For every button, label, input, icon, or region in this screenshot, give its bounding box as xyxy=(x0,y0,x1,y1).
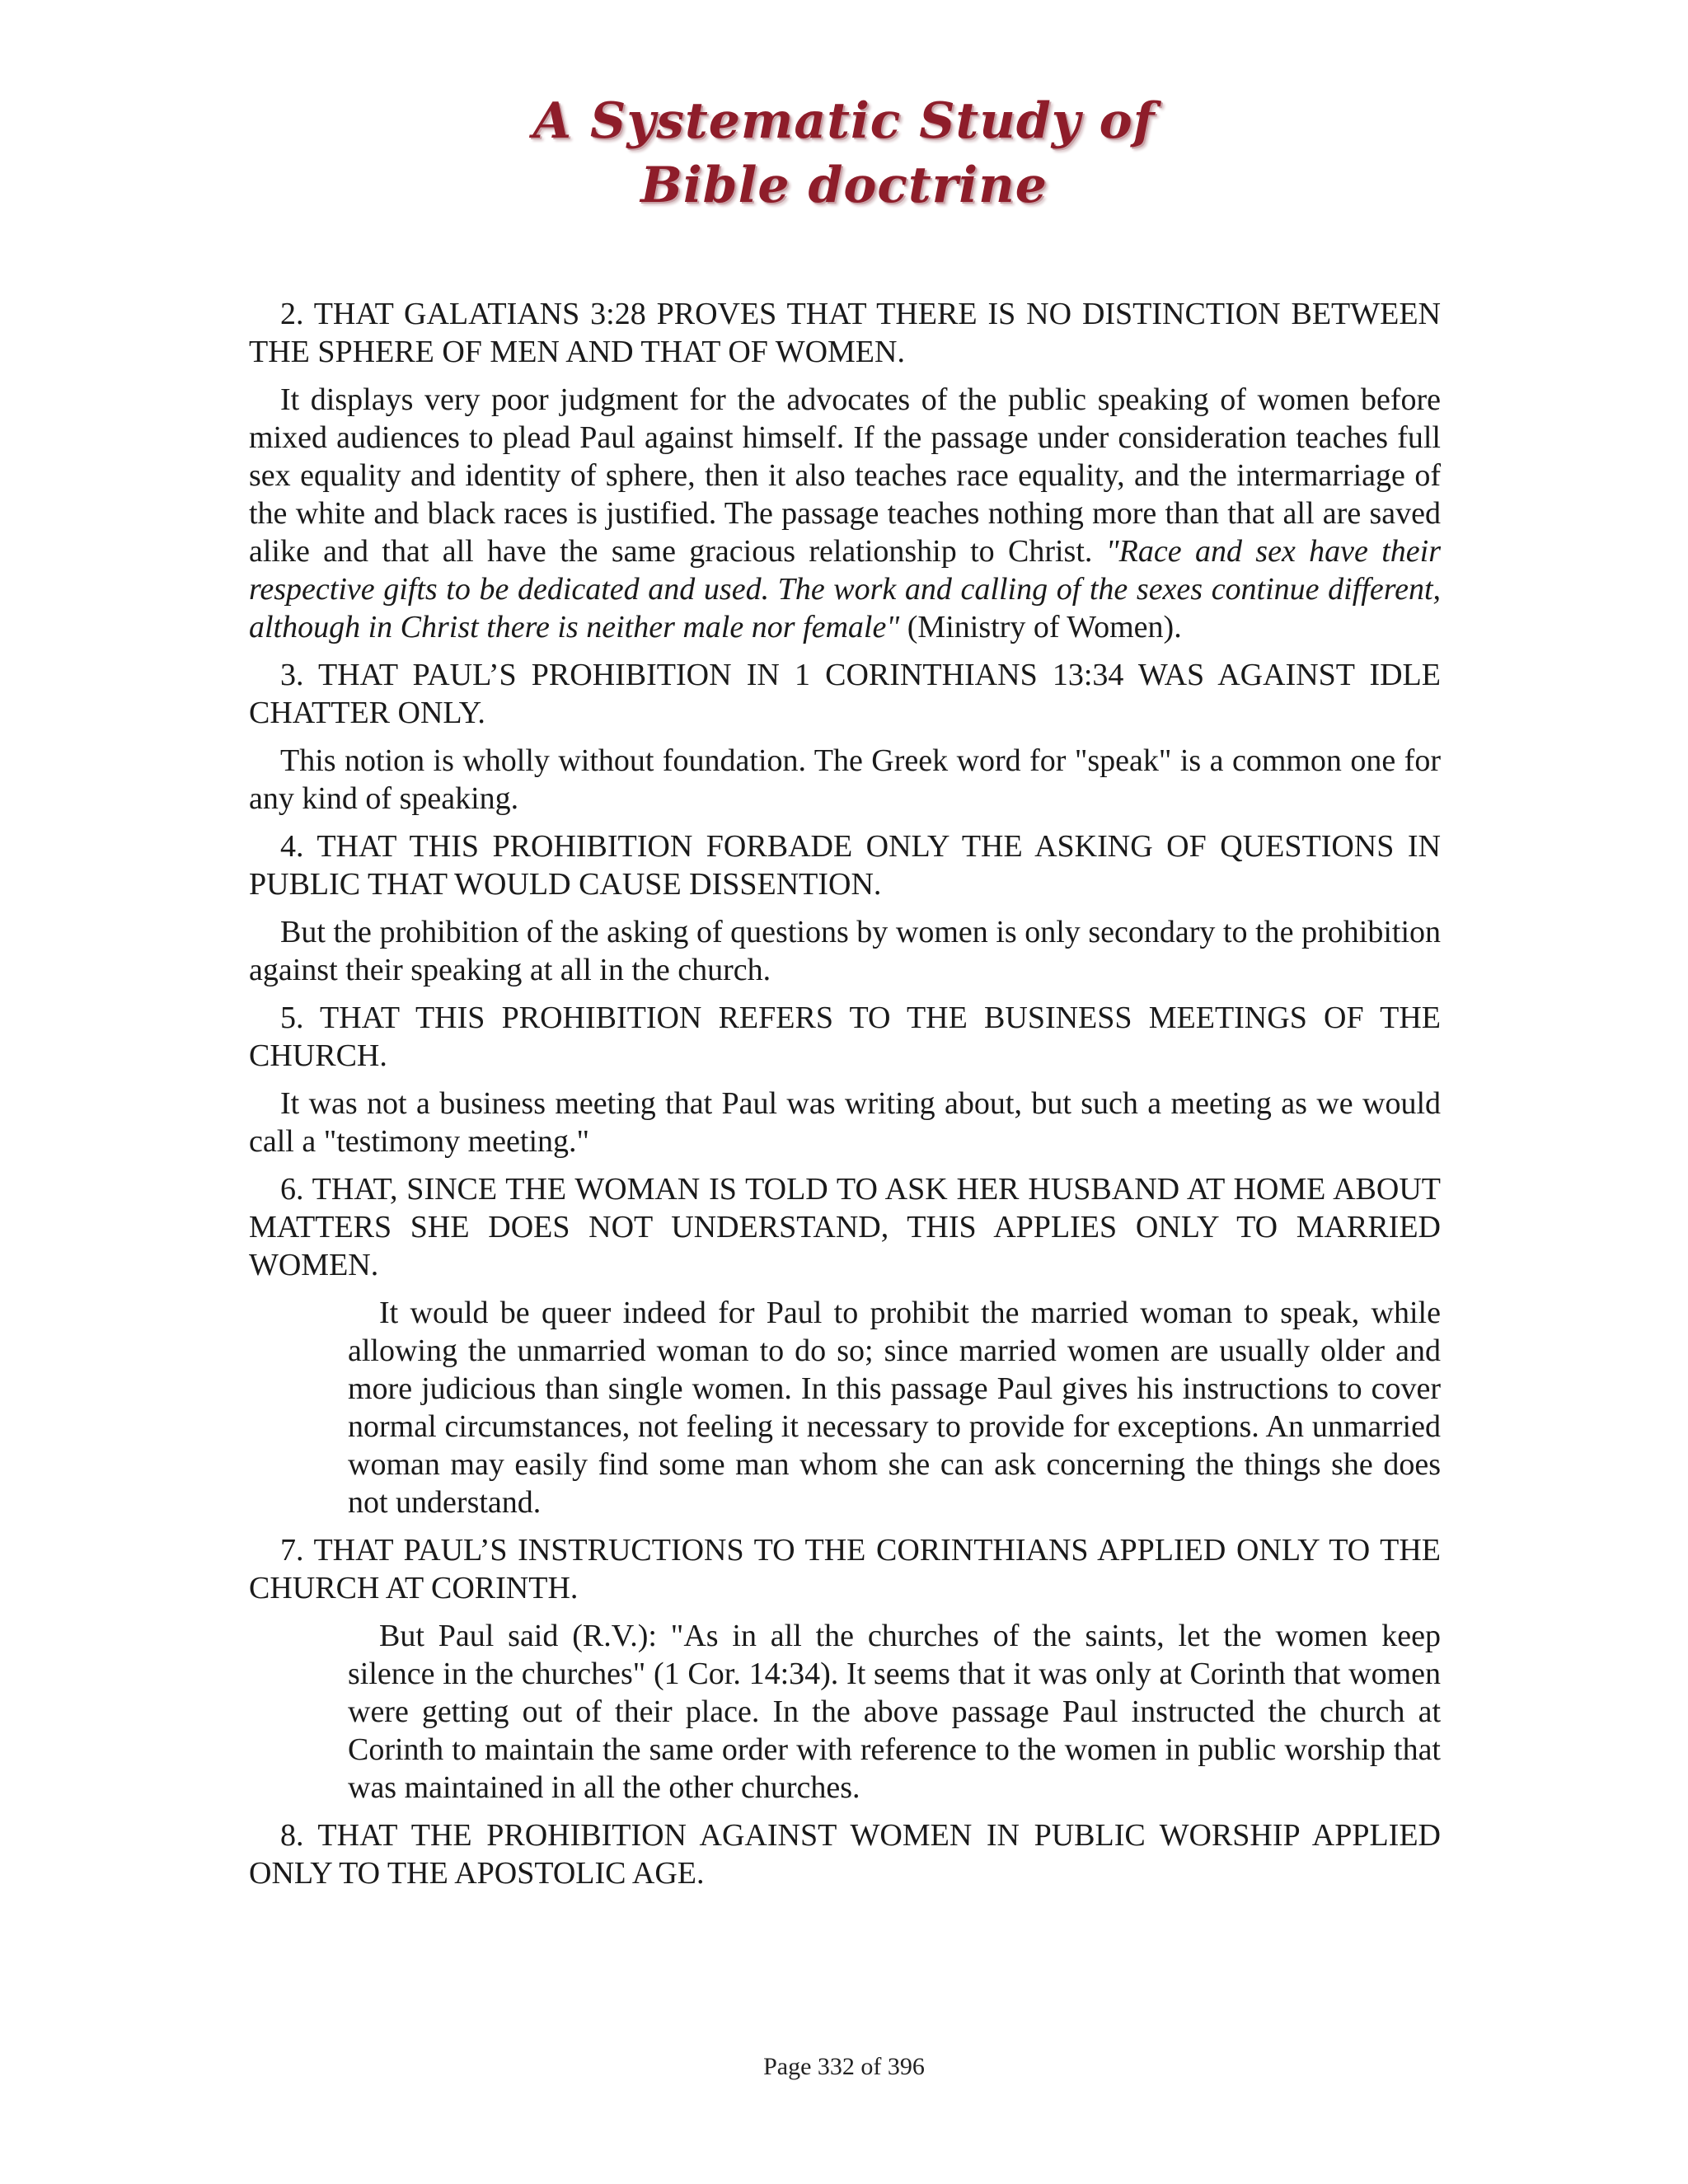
body-paragraph-2 xyxy=(249,381,1441,646)
logo-title-line-2: Bible doctrine xyxy=(640,157,1048,214)
citation-text: (Ministry of Women). xyxy=(899,610,1182,644)
body-paragraph-3: This notion is wholly without foundation. The Greek word for "speak" is a common one for any kind of speaking. xyxy=(249,743,1441,816)
document-body xyxy=(249,295,1441,1902)
body-paragraph-5: It was not a business meeting that Paul was writing about, but such a meeting as we would call a "testimony meeting." xyxy=(249,1086,1441,1159)
section-heading-5: 5. THAT THIS PROHIBITION REFERS TO THE BUSINESS MEETINGS OF THE CHURCH. xyxy=(249,1001,1441,1073)
section-heading-4: 4. THAT THIS PROHIBITION FORBADE ONLY THE ASKING OF QUESTIONS IN PUBLIC THAT WOULD CAUSE DISSENTION. xyxy=(249,829,1441,902)
body-paragraph-6: It would be queer indeed for Paul to prohibit the married woman to speak, while allowing the unmarried woman to do so; since married women are usually older and more judicious than single women. In this passage Paul gives his instructions to cover normal circumstances, not feeling it necessary to provide for exceptions. An unmarried woman may easily find some man whom she can ask concerning the things she does not understand. xyxy=(348,1296,1441,1520)
section-heading-2: 2. THAT GALATIANS 3:28 PROVES THAT THERE IS NO DISTINCTION BETWEEN THE SPHERE OF MEN AND THAT OF WOMEN. xyxy=(249,297,1441,369)
section-heading-6: 6. THAT, SINCE THE WOMAN IS TOLD TO ASK HER HUSBAND AT HOME ABOUT MATTERS SHE DOES NOT UNDERSTAND, THIS APPLIES ONLY TO MARRIED WOMEN. xyxy=(249,1172,1441,1282)
section-heading-7: 7. THAT PAUL’S INSTRUCTIONS TO THE CORINTHIANS APPLIED ONLY TO THE CHURCH AT CORINTH. xyxy=(249,1533,1441,1605)
section-heading-3: 3. THAT PAUL’S PROHIBITION IN 1 CORINTHIANS 13:34 WAS AGAINST IDLE CHATTER ONLY. xyxy=(249,658,1441,730)
logo-title-line-1: A Systematic Study of xyxy=(532,92,1156,150)
header-logo xyxy=(0,89,1688,218)
page-number: Page 332 of 396 xyxy=(763,2053,925,2080)
body-text: It displays very poor judgment for the advocates of the public speaking of women before mixed audiences to plead Paul against himself. If the passage under consideration teaches full sex equality and identity of sphere, then it also teaches race equality, and the intermarriage of the white and black races is justified. The passage teaches nothing more than that all are saved alike and that all have the same gracious relationship to Christ. xyxy=(249,382,1441,569)
body-paragraph-4: But the prohibition of the asking of questions by women is only secondary to the prohibition against their speaking at all in the church. xyxy=(249,915,1441,987)
body-paragraph-7: But Paul said (R.V.): "As in all the churches of the saints, let the women keep silence in the churches" (1 Cor. 14:34). It seems that it was only at Corinth that women were getting out of their place. In the above passage Paul instructed the church at Corinth to maintain the same order with reference to the women in public worship that was maintained in all the other churches. xyxy=(348,1619,1441,1805)
quoted-text: "Race and sex have their respective gifts to be dedicated and used. The work and calling of the sexes continue different, although in Christ there is neither male nor female" xyxy=(249,534,1441,644)
section-heading-8: 8. THAT THE PROHIBITION AGAINST WOMEN IN PUBLIC WORSHIP APPLIED ONLY TO THE APOSTOLIC AGE. xyxy=(249,1818,1441,1891)
